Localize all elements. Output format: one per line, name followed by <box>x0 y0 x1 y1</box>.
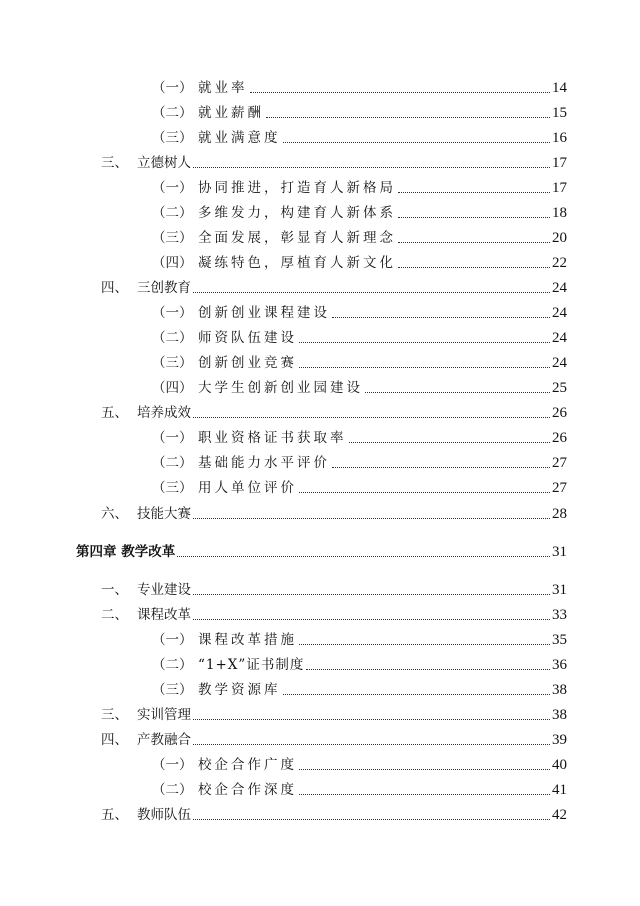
toc-entry[interactable] <box>152 682 567 698</box>
toc-entry-number: （一） <box>152 757 193 773</box>
toc-entry-page: 24 <box>552 355 567 371</box>
dot-leader <box>283 141 551 143</box>
toc-entry-page: 38 <box>552 707 567 723</box>
toc-entry-title: 课程改革 <box>137 607 191 623</box>
toc-entry-number: 三、 <box>101 155 128 171</box>
toc-entry-title: 实训管理 <box>137 707 191 723</box>
chapter-title: 第四章 教学改革 <box>76 544 176 560</box>
toc-entry[interactable] <box>101 582 567 598</box>
toc-entry-number: （二） <box>152 330 193 346</box>
toc-entry-title: 就业满意度 <box>198 130 281 146</box>
dot-leader <box>398 216 550 218</box>
toc-entry-page: 31 <box>552 582 567 598</box>
toc-entry[interactable] <box>101 155 567 171</box>
toc-entry[interactable] <box>101 280 567 296</box>
toc-entry-title: 用人单位评价 <box>198 480 297 496</box>
dot-leader <box>398 191 550 193</box>
toc-entry-title: 校企合作广度 <box>198 757 297 773</box>
dot-leader <box>299 366 550 368</box>
toc-entry-number: （二） <box>152 782 193 798</box>
toc-entry[interactable] <box>101 732 567 748</box>
toc-entry[interactable] <box>101 405 567 421</box>
toc-entry-title: 就业率 <box>198 80 248 96</box>
toc-entry[interactable] <box>101 506 567 522</box>
toc-entry-title: 产教融合 <box>137 732 191 748</box>
toc-entry-page: 36 <box>552 657 567 673</box>
dot-leader <box>250 91 551 93</box>
toc-entry-title: 多维发力，构建育人新体系 <box>198 205 396 221</box>
toc-entry-title: 课程改革措施 <box>198 632 297 648</box>
toc-entry-number: （三） <box>152 355 193 371</box>
toc-entry-title: 基础能力水平评价 <box>198 455 330 471</box>
toc-entry-page: 27 <box>552 455 567 471</box>
toc-entry[interactable] <box>101 807 567 823</box>
toc-entry-page: 25 <box>552 380 567 396</box>
toc-entry-number: （二） <box>152 205 193 221</box>
toc-entry[interactable] <box>152 455 567 471</box>
toc-entry-page: 28 <box>552 506 567 522</box>
toc-entry[interactable] <box>152 380 567 396</box>
toc-entry-title: 教学资源库 <box>198 682 281 698</box>
toc-entry-page: 18 <box>552 205 567 221</box>
toc-entry-number: （二） <box>152 657 193 673</box>
dot-leader <box>332 466 550 468</box>
dot-leader <box>299 491 550 493</box>
toc-entry-page: 24 <box>552 305 567 321</box>
toc-entry-number: 三、 <box>101 707 128 723</box>
toc-entry[interactable] <box>152 782 567 798</box>
dot-leader <box>193 166 550 168</box>
dot-leader <box>193 618 550 620</box>
toc-entry-page: 17 <box>552 155 567 171</box>
toc-entry[interactable] <box>152 757 567 773</box>
toc-entry-page: 22 <box>552 255 567 271</box>
toc-entry[interactable] <box>152 255 567 271</box>
toc-entry-number: （三） <box>152 230 193 246</box>
toc-entry-number: 五、 <box>101 807 128 823</box>
toc-entry[interactable] <box>152 80 567 96</box>
toc-entry-page: 41 <box>552 782 567 798</box>
toc-entry-title: 教师队伍 <box>137 807 191 823</box>
toc-entry-page: 16 <box>552 130 567 146</box>
dot-leader <box>193 718 550 720</box>
toc-entry-number: 六、 <box>101 506 128 522</box>
toc-entry-page: 17 <box>552 180 567 196</box>
dot-leader <box>398 266 550 268</box>
toc-entry-number: （一） <box>152 80 193 96</box>
toc-entry-page: 24 <box>552 280 567 296</box>
toc-entry-number: 四、 <box>101 732 128 748</box>
toc-entry-title: 创新创业课程建设 <box>198 305 330 321</box>
toc-entry-page: 26 <box>552 430 567 446</box>
toc-entry-page: 15 <box>552 105 567 121</box>
toc-entry-number: （一） <box>152 305 193 321</box>
toc-entry-number: （三） <box>152 480 193 496</box>
toc-entry[interactable] <box>152 430 567 446</box>
toc-entry-number: （四） <box>152 255 193 271</box>
toc-entry-title: “1+X”证书制度 <box>198 657 305 673</box>
dot-leader <box>193 818 550 820</box>
toc-entry-number: 五、 <box>101 405 128 421</box>
toc-entry[interactable] <box>152 130 567 146</box>
toc-entry-page: 27 <box>552 480 567 496</box>
toc-entry[interactable] <box>152 305 567 321</box>
toc-entry-page: 35 <box>552 632 567 648</box>
toc-chapter-entry[interactable] <box>76 544 567 560</box>
toc-entry[interactable] <box>152 480 567 496</box>
toc-entry-title: 全面发展，彰显育人新理念 <box>198 230 396 246</box>
toc-entry-title: 培养成效 <box>137 405 191 421</box>
toc-entry-title: 校企合作深度 <box>198 782 297 798</box>
toc-entry[interactable] <box>152 105 567 121</box>
toc-entry-number: （一） <box>152 632 193 648</box>
toc-entry-page: 31 <box>552 544 567 560</box>
toc-entry[interactable] <box>152 355 567 371</box>
toc-entry-number: （二） <box>152 455 193 471</box>
dot-leader <box>193 291 550 293</box>
toc-entry-number: （三） <box>152 130 193 146</box>
toc-entry-page: 38 <box>552 682 567 698</box>
dot-leader <box>193 593 550 595</box>
toc-entry-title: 三创教育 <box>137 280 191 296</box>
toc-entry-title: 技能大赛 <box>137 506 191 522</box>
toc-entry-title: 凝练特色，厚植育人新文化 <box>198 255 396 271</box>
dot-leader <box>299 793 550 795</box>
toc-entry[interactable] <box>152 632 567 648</box>
toc-entry[interactable] <box>152 330 567 346</box>
toc-entry[interactable] <box>152 230 567 246</box>
toc-entry-title: 大学生创新创业园建设 <box>198 380 363 396</box>
toc-entry-title: 师资队伍建设 <box>198 330 297 346</box>
dot-leader <box>193 743 550 745</box>
dot-leader <box>299 341 550 343</box>
toc-entry-page: 42 <box>552 807 567 823</box>
dot-leader <box>349 441 551 443</box>
toc-entry[interactable] <box>152 205 567 221</box>
toc-entry-page: 20 <box>552 230 567 246</box>
toc-entry-number: 二、 <box>101 607 128 623</box>
toc-entry-page: 39 <box>552 732 567 748</box>
toc-entry-number: 一、 <box>101 582 128 598</box>
toc-entry[interactable] <box>152 180 567 196</box>
toc-entry[interactable] <box>101 607 567 623</box>
toc-entry-page: 26 <box>552 405 567 421</box>
toc-entry-title: 职业资格证书获取率 <box>198 430 347 446</box>
toc-entry-title: 立德树人 <box>137 155 191 171</box>
dot-leader <box>398 241 550 243</box>
toc-entry-number: （二） <box>152 105 193 121</box>
toc-entry-page: 40 <box>552 757 567 773</box>
dot-leader <box>266 116 550 118</box>
toc-entry-title: 就业薪酬 <box>198 105 264 121</box>
toc-entry-number: （一） <box>152 180 193 196</box>
toc-entry[interactable] <box>101 707 567 723</box>
toc-entry-number: （三） <box>152 682 193 698</box>
dot-leader <box>306 668 550 670</box>
dot-leader <box>193 416 550 418</box>
toc-entry-number: 四、 <box>101 280 128 296</box>
toc-entry-number: （一） <box>152 430 193 446</box>
toc-entry-page: 33 <box>552 607 567 623</box>
toc-entry-page: 24 <box>552 330 567 346</box>
dot-leader <box>332 316 550 318</box>
dot-leader <box>283 693 551 695</box>
dot-leader <box>299 643 550 645</box>
toc-entry-title: 创新创业竞赛 <box>198 355 297 371</box>
toc-entry-number: （四） <box>152 380 193 396</box>
dot-leader <box>193 517 550 519</box>
dot-leader <box>299 768 550 770</box>
toc-entry-title: 协同推进，打造育人新格局 <box>198 180 396 196</box>
toc-entry[interactable] <box>152 657 567 673</box>
toc-entry-page: 14 <box>552 80 567 96</box>
dot-leader <box>177 555 550 557</box>
dot-leader <box>365 391 550 393</box>
toc-entry-title: 专业建设 <box>137 582 191 598</box>
